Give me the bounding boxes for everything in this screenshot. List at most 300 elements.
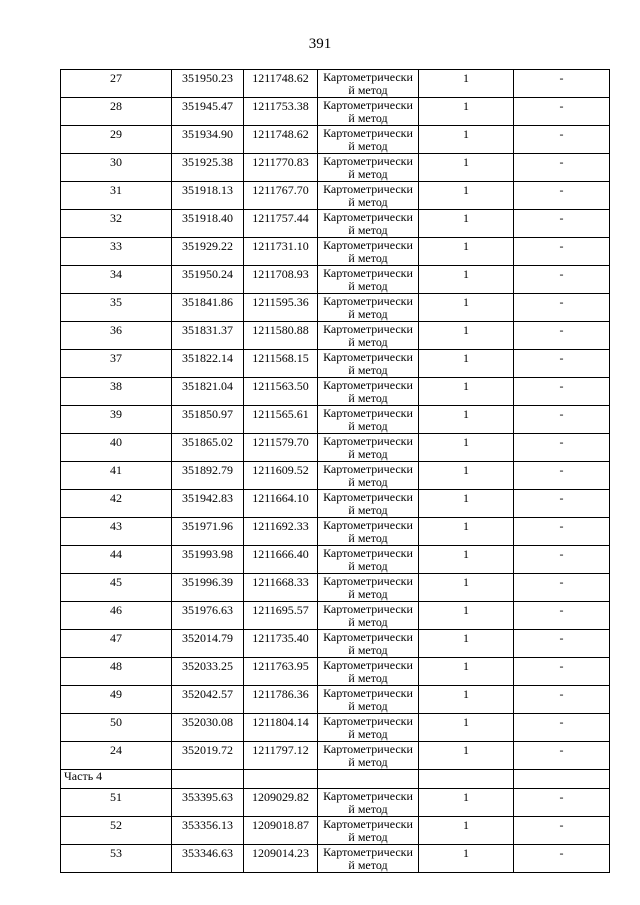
- x-coordinate-cell-value: 351841.86: [182, 295, 233, 309]
- y-coordinate-cell-value: 1211692.33: [252, 519, 309, 533]
- x-coordinate-cell: [172, 602, 244, 630]
- method-text: й метод: [348, 830, 388, 844]
- description-cell: [514, 126, 610, 154]
- description-cell: [514, 154, 610, 182]
- method-cell: [318, 845, 419, 873]
- y-coordinate-cell: [244, 658, 318, 686]
- description-cell: [514, 658, 610, 686]
- description-cell-value: -: [559, 239, 564, 253]
- method-cell: [318, 490, 419, 518]
- point-number-cell-value: 33: [110, 239, 122, 253]
- accuracy-cell-value: 1: [463, 295, 469, 309]
- description-cell-value: -: [559, 743, 564, 757]
- method-text: й метод: [348, 858, 388, 872]
- method-text: й метод: [348, 475, 388, 489]
- accuracy-cell-value: 1: [463, 211, 469, 225]
- method-text: й метод: [348, 587, 388, 601]
- accuracy-cell-value: 1: [463, 463, 469, 477]
- y-coordinate-cell-value: 1211748.62: [252, 71, 309, 85]
- method-text: й метод: [348, 223, 388, 237]
- table-row: [61, 658, 610, 686]
- x-coordinate-cell-value: 351950.23: [182, 71, 233, 85]
- y-coordinate-cell-value: 1211563.50: [252, 379, 309, 393]
- method-cell: [318, 154, 419, 182]
- point-number-cell: [61, 434, 172, 462]
- method-text: Картометрически: [323, 602, 413, 616]
- description-cell: [514, 574, 610, 602]
- description-cell: [514, 266, 610, 294]
- table-row: [61, 686, 610, 714]
- x-coordinate-cell-value: 351918.40: [182, 211, 233, 225]
- point-number-cell: [61, 322, 172, 350]
- section-label: Часть 4: [61, 770, 172, 789]
- y-coordinate-cell-value: 1211786.36: [252, 687, 309, 701]
- x-coordinate-cell: [172, 714, 244, 742]
- accuracy-cell-value: 1: [463, 846, 469, 860]
- table-row: [61, 789, 610, 817]
- method-text: й метод: [348, 531, 388, 545]
- description-cell-value: -: [559, 183, 564, 197]
- point-number-cell-value: 45: [110, 575, 122, 589]
- accuracy-cell-value: 1: [463, 351, 469, 365]
- x-coordinate-cell-value: 352014.79: [182, 631, 233, 645]
- x-coordinate-cell: [172, 238, 244, 266]
- x-coordinate-cell: [172, 294, 244, 322]
- accuracy-cell: [419, 210, 514, 238]
- y-coordinate-cell: [244, 294, 318, 322]
- accuracy-cell-value: 1: [463, 435, 469, 449]
- x-coordinate-cell: [172, 742, 244, 770]
- y-coordinate-cell: [244, 574, 318, 602]
- x-coordinate-cell: [172, 817, 244, 845]
- x-coordinate-cell-value: 351996.39: [182, 575, 233, 589]
- method-text: Картометрически: [323, 574, 413, 588]
- accuracy-cell-value: 1: [463, 407, 469, 421]
- method-cell: [318, 350, 419, 378]
- method-text: Картометрически: [323, 658, 413, 672]
- description-cell: [514, 742, 610, 770]
- y-coordinate-cell-value: 1211568.15: [252, 351, 309, 365]
- accuracy-cell-value: 1: [463, 239, 469, 253]
- y-coordinate-cell-value: 1211668.33: [252, 575, 309, 589]
- x-coordinate-cell: [172, 490, 244, 518]
- empty-cell: [172, 770, 244, 789]
- x-coordinate-cell: [172, 406, 244, 434]
- point-number-cell-value: 47: [110, 631, 122, 645]
- method-cell: [318, 817, 419, 845]
- x-coordinate-cell-value: 351892.79: [182, 463, 233, 477]
- x-coordinate-cell-value: 352033.25: [182, 659, 233, 673]
- table-row: [61, 630, 610, 658]
- table-row: [61, 742, 610, 770]
- point-number-cell: [61, 574, 172, 602]
- point-number-cell-value: 31: [110, 183, 122, 197]
- method-text: й метод: [348, 363, 388, 377]
- accuracy-cell: [419, 378, 514, 406]
- x-coordinate-cell-value: 351865.02: [182, 435, 233, 449]
- x-coordinate-cell: [172, 630, 244, 658]
- method-cell: [318, 126, 419, 154]
- description-cell: [514, 70, 610, 98]
- point-number-cell-value: 36: [110, 323, 122, 337]
- accuracy-cell: [419, 817, 514, 845]
- method-text: Картометрически: [323, 714, 413, 728]
- accuracy-cell-value: 1: [463, 323, 469, 337]
- accuracy-cell: [419, 322, 514, 350]
- accuracy-cell-value: 1: [463, 71, 469, 85]
- point-number-cell-value: 38: [110, 379, 122, 393]
- method-text: й метод: [348, 447, 388, 461]
- point-number-cell-value: 28: [110, 99, 122, 113]
- point-number-cell: [61, 845, 172, 873]
- accuracy-cell: [419, 266, 514, 294]
- y-coordinate-cell-value: 1211753.38: [252, 99, 309, 113]
- point-number-cell-value: 49: [110, 687, 122, 701]
- table-row: [61, 126, 610, 154]
- x-coordinate-cell-value: 351993.98: [182, 547, 233, 561]
- accuracy-cell: [419, 546, 514, 574]
- accuracy-cell: [419, 434, 514, 462]
- table-row: [61, 602, 610, 630]
- table-row: [61, 266, 610, 294]
- point-number-cell: [61, 98, 172, 126]
- accuracy-cell-value: 1: [463, 379, 469, 393]
- accuracy-cell-value: 1: [463, 818, 469, 832]
- y-coordinate-cell: [244, 378, 318, 406]
- method-text: й метод: [348, 251, 388, 265]
- accuracy-cell-value: 1: [463, 519, 469, 533]
- y-coordinate-cell: [244, 714, 318, 742]
- x-coordinate-cell: [172, 266, 244, 294]
- x-coordinate-cell-value: 351925.38: [182, 155, 233, 169]
- point-number-cell: [61, 210, 172, 238]
- point-number-cell: [61, 266, 172, 294]
- table-row: [61, 490, 610, 518]
- accuracy-cell: [419, 518, 514, 546]
- accuracy-cell: [419, 350, 514, 378]
- y-coordinate-cell: [244, 70, 318, 98]
- point-number-cell-value: 32: [110, 211, 122, 225]
- y-coordinate-cell: [244, 434, 318, 462]
- point-number-cell-value: 44: [110, 547, 122, 561]
- table-row: [61, 182, 610, 210]
- method-cell: [318, 714, 419, 742]
- method-text: Картометрически: [323, 518, 413, 532]
- description-cell-value: -: [559, 687, 564, 701]
- y-coordinate-cell-value: 1211735.40: [252, 631, 309, 645]
- method-text: й метод: [348, 139, 388, 153]
- accuracy-cell-value: 1: [463, 99, 469, 113]
- x-coordinate-cell: [172, 518, 244, 546]
- method-text: Картометрически: [323, 154, 413, 168]
- description-cell: [514, 462, 610, 490]
- table-row: [61, 210, 610, 238]
- x-coordinate-cell-value: 351918.13: [182, 183, 233, 197]
- y-coordinate-cell: [244, 462, 318, 490]
- x-coordinate-cell-value: 352019.72: [182, 743, 233, 757]
- point-number-cell-value: 46: [110, 603, 122, 617]
- description-cell-value: -: [559, 463, 564, 477]
- point-number-cell-value: 34: [110, 267, 122, 281]
- method-text: Картометрически: [323, 70, 413, 84]
- accuracy-cell: [419, 845, 514, 873]
- y-coordinate-cell-value: 1211695.57: [252, 603, 309, 617]
- point-number-cell-value: 53: [110, 846, 122, 860]
- description-cell-value: -: [559, 818, 564, 832]
- x-coordinate-cell-value: 351934.90: [182, 127, 233, 141]
- y-coordinate-cell: [244, 182, 318, 210]
- x-coordinate-cell-value: 351822.14: [182, 351, 233, 365]
- point-number-cell: [61, 714, 172, 742]
- accuracy-cell: [419, 70, 514, 98]
- point-number-cell: [61, 294, 172, 322]
- description-cell: [514, 817, 610, 845]
- description-cell-value: -: [559, 603, 564, 617]
- method-cell: [318, 238, 419, 266]
- coordinates-table-body: [61, 70, 610, 873]
- description-cell-value: -: [559, 407, 564, 421]
- x-coordinate-cell: [172, 574, 244, 602]
- y-coordinate-cell-value: 1211580.88: [252, 323, 309, 337]
- x-coordinate-cell: [172, 845, 244, 873]
- point-number-cell: [61, 126, 172, 154]
- description-cell: [514, 518, 610, 546]
- x-coordinate-cell: [172, 126, 244, 154]
- point-number-cell-value: 24: [110, 743, 122, 757]
- method-text: й метод: [348, 671, 388, 685]
- method-cell: [318, 210, 419, 238]
- method-text: й метод: [348, 307, 388, 321]
- point-number-cell-value: 51: [110, 790, 122, 804]
- description-cell-value: -: [559, 659, 564, 673]
- y-coordinate-cell: [244, 350, 318, 378]
- x-coordinate-cell-value: 351929.22: [182, 239, 233, 253]
- point-number-cell: [61, 182, 172, 210]
- method-text: Картометрически: [323, 462, 413, 476]
- y-coordinate-cell: [244, 789, 318, 817]
- table-row: [61, 70, 610, 98]
- empty-cell: [514, 770, 610, 789]
- method-cell: [318, 602, 419, 630]
- description-cell-value: -: [559, 491, 564, 505]
- method-text: й метод: [348, 503, 388, 517]
- method-text: й метод: [348, 615, 388, 629]
- y-coordinate-cell: [244, 490, 318, 518]
- description-cell-value: -: [559, 435, 564, 449]
- method-cell: [318, 98, 419, 126]
- method-text: Картометрически: [323, 322, 413, 336]
- accuracy-cell-value: 1: [463, 183, 469, 197]
- y-coordinate-cell-value: 1211797.12: [252, 743, 309, 757]
- point-number-cell: [61, 238, 172, 266]
- x-coordinate-cell: [172, 789, 244, 817]
- method-text: Картометрически: [323, 546, 413, 560]
- description-cell-value: -: [559, 71, 564, 85]
- method-text: Картометрически: [323, 490, 413, 504]
- y-coordinate-cell: [244, 845, 318, 873]
- method-cell: [318, 406, 419, 434]
- point-number-cell-value: 27: [110, 71, 122, 85]
- point-number-cell: [61, 462, 172, 490]
- method-cell: [318, 182, 419, 210]
- point-number-cell: [61, 378, 172, 406]
- method-text: Картометрически: [323, 238, 413, 252]
- point-number-cell-value: 52: [110, 818, 122, 832]
- method-cell: [318, 789, 419, 817]
- section-row: [61, 770, 610, 789]
- x-coordinate-cell: [172, 350, 244, 378]
- description-cell: [514, 406, 610, 434]
- method-text: й метод: [348, 559, 388, 573]
- method-text: Картометрически: [323, 817, 413, 831]
- description-cell: [514, 434, 610, 462]
- description-cell-value: -: [559, 379, 564, 393]
- x-coordinate-cell: [172, 546, 244, 574]
- y-coordinate-cell: [244, 266, 318, 294]
- x-coordinate-cell: [172, 70, 244, 98]
- y-coordinate-cell: [244, 98, 318, 126]
- y-coordinate-cell: [244, 630, 318, 658]
- table-row: [61, 574, 610, 602]
- y-coordinate-cell-value: 1209018.87: [252, 818, 309, 832]
- y-coordinate-cell-value: 1211579.70: [252, 435, 309, 449]
- y-coordinate-cell: [244, 238, 318, 266]
- method-cell: [318, 294, 419, 322]
- description-cell-value: -: [559, 267, 564, 281]
- point-number-cell: [61, 490, 172, 518]
- y-coordinate-cell: [244, 518, 318, 546]
- y-coordinate-cell: [244, 546, 318, 574]
- method-text: Картометрически: [323, 742, 413, 756]
- method-text: й метод: [348, 802, 388, 816]
- method-cell: [318, 70, 419, 98]
- point-number-cell: [61, 742, 172, 770]
- accuracy-cell: [419, 294, 514, 322]
- coordinates-table: [60, 69, 610, 873]
- point-number-cell: [61, 406, 172, 434]
- description-cell: [514, 350, 610, 378]
- accuracy-cell: [419, 126, 514, 154]
- y-coordinate-cell-value: 1211609.52: [252, 463, 309, 477]
- method-cell: [318, 630, 419, 658]
- table-row: [61, 294, 610, 322]
- point-number-cell-value: 41: [110, 463, 122, 477]
- page-number: 391: [308, 36, 332, 52]
- description-cell: [514, 294, 610, 322]
- x-coordinate-cell: [172, 98, 244, 126]
- y-coordinate-cell: [244, 406, 318, 434]
- x-coordinate-cell: [172, 154, 244, 182]
- empty-cell: [419, 770, 514, 789]
- table-row: [61, 714, 610, 742]
- description-cell: [514, 210, 610, 238]
- point-number-cell: [61, 789, 172, 817]
- y-coordinate-cell: [244, 154, 318, 182]
- description-cell-value: -: [559, 155, 564, 169]
- x-coordinate-cell-value: 352030.08: [182, 715, 233, 729]
- method-cell: [318, 658, 419, 686]
- method-text: Картометрически: [323, 98, 413, 112]
- accuracy-cell-value: 1: [463, 267, 469, 281]
- table-row: [61, 434, 610, 462]
- accuracy-cell-value: 1: [463, 155, 469, 169]
- description-cell: [514, 686, 610, 714]
- point-number-cell-value: 48: [110, 659, 122, 673]
- point-number-cell: [61, 686, 172, 714]
- x-coordinate-cell: [172, 658, 244, 686]
- method-cell: [318, 742, 419, 770]
- accuracy-cell-value: 1: [463, 687, 469, 701]
- point-number-cell-value: 42: [110, 491, 122, 505]
- table-row: [61, 350, 610, 378]
- accuracy-cell: [419, 462, 514, 490]
- y-coordinate-cell-value: 1211708.93: [252, 267, 309, 281]
- y-coordinate-cell-value: 1211748.62: [252, 127, 309, 141]
- method-text: й метод: [348, 419, 388, 433]
- method-text: й метод: [348, 195, 388, 209]
- method-cell: [318, 434, 419, 462]
- point-number-cell-value: 37: [110, 351, 122, 365]
- accuracy-cell-value: 1: [463, 715, 469, 729]
- accuracy-cell: [419, 686, 514, 714]
- accuracy-cell: [419, 574, 514, 602]
- method-cell: [318, 686, 419, 714]
- y-coordinate-cell: [244, 742, 318, 770]
- method-text: й метод: [348, 279, 388, 293]
- x-coordinate-cell: [172, 378, 244, 406]
- y-coordinate-cell-value: 1211666.40: [252, 547, 309, 561]
- y-coordinate-cell: [244, 686, 318, 714]
- accuracy-cell-value: 1: [463, 743, 469, 757]
- y-coordinate-cell-value: 1209014.23: [252, 846, 309, 860]
- point-number-cell: [61, 658, 172, 686]
- method-text: Картометрически: [323, 406, 413, 420]
- description-cell-value: -: [559, 846, 564, 860]
- method-text: Картометрически: [323, 182, 413, 196]
- accuracy-cell: [419, 714, 514, 742]
- table-row: [61, 322, 610, 350]
- accuracy-cell-value: 1: [463, 603, 469, 617]
- method-cell: [318, 378, 419, 406]
- x-coordinate-cell-value: 351971.96: [182, 519, 233, 533]
- x-coordinate-cell: [172, 322, 244, 350]
- x-coordinate-cell: [172, 210, 244, 238]
- description-cell-value: -: [559, 351, 564, 365]
- point-number-cell-value: 30: [110, 155, 122, 169]
- accuracy-cell-value: 1: [463, 659, 469, 673]
- empty-cell: [244, 770, 318, 789]
- y-coordinate-cell-value: 1211763.95: [252, 659, 309, 673]
- point-number-cell-value: 39: [110, 407, 122, 421]
- method-text: й метод: [348, 727, 388, 741]
- y-coordinate-cell-value: 1211767.70: [252, 183, 309, 197]
- x-coordinate-cell: [172, 686, 244, 714]
- accuracy-cell-value: 1: [463, 790, 469, 804]
- point-number-cell: [61, 602, 172, 630]
- point-number-cell: [61, 350, 172, 378]
- point-number-cell: [61, 817, 172, 845]
- x-coordinate-cell: [172, 182, 244, 210]
- accuracy-cell-value: 1: [463, 575, 469, 589]
- table-row: [61, 845, 610, 873]
- accuracy-cell: [419, 406, 514, 434]
- method-text: Картометрически: [323, 686, 413, 700]
- method-text: й метод: [348, 335, 388, 349]
- accuracy-cell-value: 1: [463, 491, 469, 505]
- accuracy-cell-value: 1: [463, 127, 469, 141]
- method-text: й метод: [348, 111, 388, 125]
- table-row: [61, 518, 610, 546]
